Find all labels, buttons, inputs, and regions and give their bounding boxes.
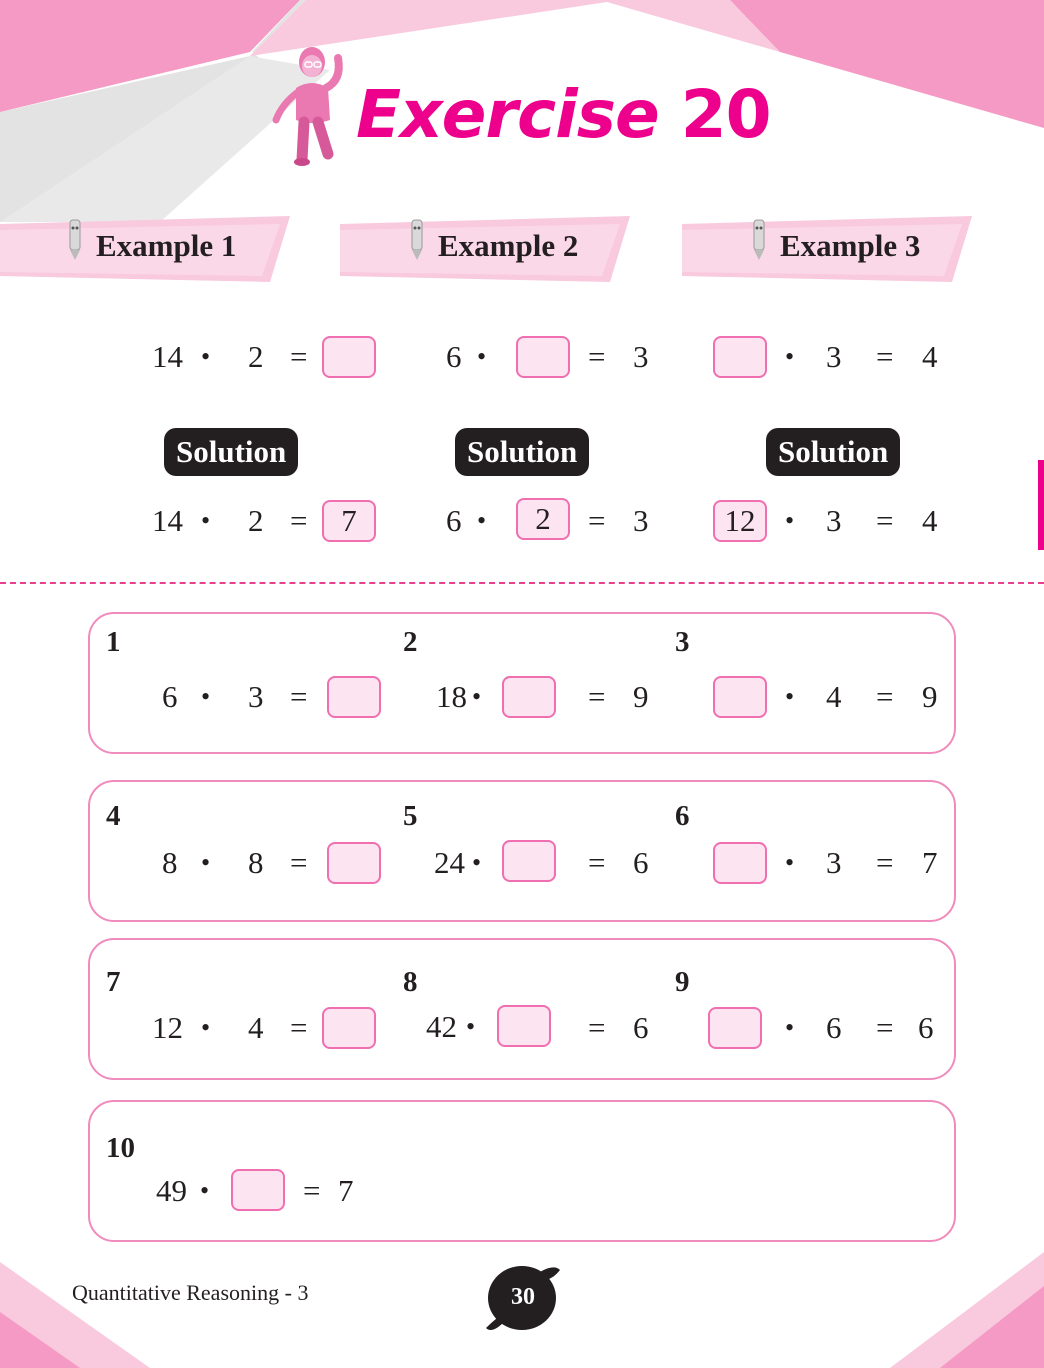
- footer-book-title: Quantitative Reasoning - 3: [72, 1280, 309, 1305]
- question-3-answer-box[interactable]: [713, 676, 767, 718]
- question-number: 8: [403, 966, 418, 998]
- question-number: 2: [403, 626, 418, 658]
- solution-3-result: 4: [922, 503, 938, 538]
- question-2-operator: •: [472, 682, 482, 711]
- question-number: 7: [106, 966, 121, 998]
- question-number: 4: [106, 800, 121, 832]
- question-9-result: 6: [918, 1010, 934, 1045]
- exercise-title: [356, 76, 771, 153]
- section-divider: [0, 582, 1044, 584]
- question-9-equals: =: [876, 1010, 894, 1045]
- question-9-answer-box[interactable]: [708, 1007, 762, 1049]
- solution-2-operand-a: 6: [446, 503, 462, 538]
- question-3-operand-b: 4: [826, 679, 842, 714]
- question-8-operand-a: 42: [426, 1009, 457, 1044]
- example-3-operator: •: [785, 342, 795, 371]
- example-2-result: 3: [633, 339, 649, 374]
- example-label: Example 1: [96, 228, 237, 263]
- solution-1-answer: 7: [322, 500, 376, 542]
- question-9-operator: •: [785, 1013, 795, 1042]
- question-7-answer-box[interactable]: [322, 1007, 376, 1049]
- example-3-operand-b: 3: [826, 339, 842, 374]
- pencil-icon: [62, 216, 88, 260]
- example-banner-3: [682, 216, 972, 282]
- exercise-title-word: Exercise: [356, 76, 659, 153]
- solution-3-answer: 12: [713, 500, 767, 542]
- question-1-operand-a: 6: [162, 679, 178, 714]
- example-label: Example 3: [780, 228, 921, 263]
- question-7-operand-b: 4: [248, 1010, 264, 1045]
- solution-3-equals: =: [876, 503, 894, 538]
- edge-stripe: [1038, 460, 1044, 550]
- example-1-answer-box[interactable]: [322, 336, 376, 378]
- exercise-title-number: 20: [680, 76, 771, 153]
- mascot-girl-illustration: [268, 44, 352, 168]
- question-6-equals: =: [876, 845, 894, 880]
- question-4-operator: •: [201, 848, 211, 877]
- question-9-operand-b: 6: [826, 1010, 842, 1045]
- pencil-icon: [404, 216, 430, 260]
- solution-2-equals: =: [588, 503, 606, 538]
- question-3-equals: =: [876, 679, 894, 714]
- question-5-operator: •: [472, 848, 482, 877]
- corner-pink-tr: [730, 0, 1044, 128]
- pencil-icon: [746, 216, 772, 260]
- question-10-operator: •: [200, 1176, 210, 1205]
- solution-1-equals: =: [290, 503, 308, 538]
- question-6-answer-box[interactable]: [713, 842, 767, 884]
- question-5-result: 6: [633, 845, 649, 880]
- question-1-answer-box[interactable]: [327, 676, 381, 718]
- question-8-equals: =: [588, 1010, 606, 1045]
- question-10-operand-a: 49: [156, 1173, 187, 1208]
- question-2-answer-box[interactable]: [502, 676, 556, 718]
- question-10-equals: =: [303, 1173, 321, 1208]
- question-4-answer-box[interactable]: [327, 842, 381, 884]
- question-1-operand-b: 3: [248, 679, 264, 714]
- question-7-operator: •: [201, 1013, 211, 1042]
- question-7-equals: =: [290, 1010, 308, 1045]
- question-6-result: 7: [922, 845, 938, 880]
- solution-2-operator: •: [477, 506, 487, 535]
- question-number: 1: [106, 626, 121, 658]
- question-7-operand-a: 12: [152, 1010, 183, 1045]
- question-6-operand-b: 3: [826, 845, 842, 880]
- question-5-equals: =: [588, 845, 606, 880]
- question-4-equals: =: [290, 845, 308, 880]
- question-number: 6: [675, 800, 690, 832]
- example-banner-1: [0, 216, 290, 282]
- question-2-equals: =: [588, 679, 606, 714]
- solution-3-operand-b: 3: [826, 503, 842, 538]
- question-2-result: 9: [633, 679, 649, 714]
- example-3-equals: =: [876, 339, 894, 374]
- question-5-operand-a: 24: [434, 845, 465, 880]
- solution-2-answer: 2: [516, 498, 570, 540]
- solution-label-2: Solution: [455, 428, 589, 476]
- question-number: 10: [106, 1132, 135, 1164]
- solution-3-operator: •: [785, 506, 795, 535]
- question-2-operand-a: 18: [436, 679, 467, 714]
- question-3-operator: •: [785, 682, 795, 711]
- example-2-operand-a: 6: [446, 339, 462, 374]
- question-5-answer-box[interactable]: [502, 840, 556, 882]
- example-label: Example 2: [438, 228, 579, 263]
- question-10-result: 7: [338, 1173, 354, 1208]
- question-4-operand-a: 8: [162, 845, 178, 880]
- example-3-answer-box[interactable]: [713, 336, 767, 378]
- solution-1-operand-a: 14: [152, 503, 183, 538]
- question-card-4: [88, 1100, 956, 1242]
- solution-2-result: 3: [633, 503, 649, 538]
- solution-1-operator: •: [201, 506, 211, 535]
- question-number: 9: [675, 966, 690, 998]
- example-2-answer-box[interactable]: [516, 336, 570, 378]
- solution-label-1: Solution: [164, 428, 298, 476]
- solution-1-operand-b: 2: [248, 503, 264, 538]
- question-number: 5: [403, 800, 418, 832]
- solution-label-3: Solution: [766, 428, 900, 476]
- example-banner-2: [340, 216, 630, 282]
- example-1-operand-b: 2: [248, 339, 264, 374]
- question-8-answer-box[interactable]: [497, 1005, 551, 1047]
- example-3-result: 4: [922, 339, 938, 374]
- example-1-equals: =: [290, 339, 308, 374]
- example-2-equals: =: [588, 339, 606, 374]
- page-number: 30: [511, 1284, 535, 1310]
- example-2-operator: •: [477, 342, 487, 371]
- question-8-result: 6: [633, 1010, 649, 1045]
- question-number: 3: [675, 626, 690, 658]
- question-6-operator: •: [785, 848, 795, 877]
- question-3-result: 9: [922, 679, 938, 714]
- question-4-operand-b: 8: [248, 845, 264, 880]
- question-1-equals: =: [290, 679, 308, 714]
- question-10-answer-box[interactable]: [231, 1169, 285, 1211]
- example-1-operand-a: 14: [152, 339, 183, 374]
- question-1-operator: •: [201, 682, 211, 711]
- example-1-operator: •: [201, 342, 211, 371]
- question-8-operator: •: [466, 1012, 476, 1041]
